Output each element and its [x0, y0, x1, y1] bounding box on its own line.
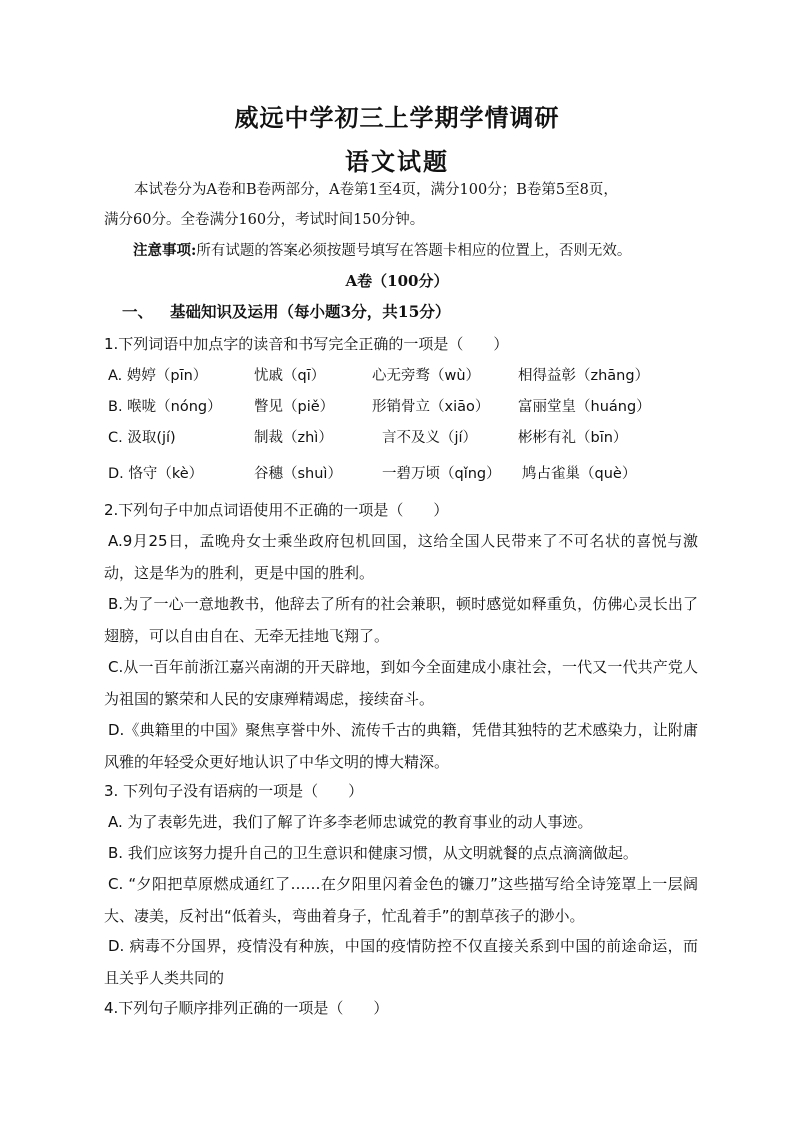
section-1-title: 基础知识及运用（每小题3分，共15分） — [170, 302, 451, 321]
intro-line-1: 本试卷分为A卷和B卷两部分，A卷第1至4页，满分100分；B卷第5至8页， — [134, 182, 618, 198]
question-3-option-c: C. “夕阳把草原燃成通红了……在夕阳里闪着金色的镰刀”这些描写给全诗笼罩上一层阔大、凄美，反衬出“低着头，弯曲着身子，忙乱着手”的割草孩子的渺小。 — [104, 875, 698, 925]
question-2-option-d: D.《典籍里的中国》聚焦享誉中外、流传千古的典籍，凭借其独特的艺术感染力，让附庸风雅的年轻受众更好地认识了中华文明的博大精深。 — [104, 721, 698, 771]
q1-d-1: D. 恪守（kè） — [108, 466, 204, 482]
section-1-heading — [122, 300, 450, 324]
question-1-row-a — [108, 361, 708, 391]
q1-c-3: 言不及义（jí） — [382, 430, 478, 446]
question-1-row-c — [108, 423, 708, 453]
q1-d-4: 鸠占雀巢（què） — [522, 466, 637, 482]
section-1-number: 一、 — [122, 302, 154, 321]
section-a-heading: A卷（100分） — [345, 272, 449, 290]
notice-label: 注意事项: — [133, 242, 197, 259]
q1-b-1: B. 喉咙（nóng） — [108, 399, 222, 415]
question-3-stem: 3. 下列句子没有语病的一项是（ ） — [104, 782, 364, 800]
q1-c-2: 制裁（zhì） — [254, 430, 333, 446]
question-1-row-d — [108, 459, 708, 489]
page-title: 威远中学初三上学期学情调研 — [234, 103, 560, 132]
question-2-option-c: C.从一百年前浙江嘉兴南湖的开天辟地，到如今全面建成小康社会，一代又一代共产党人为祖国的繁荣和人民的安康殚精竭虑，接续奋斗。 — [104, 658, 698, 708]
question-2-option-b: B.为了一心一意地教书，他辞去了所有的社会兼职，顿时感觉如释重负，仿佛心灵长出了翅膀，可以自由自在、无牵无挂地飞翔了。 — [104, 595, 698, 645]
intro-line-2: 满分60分。全卷满分160分，考试时间150分钟。 — [104, 212, 425, 228]
q1-a-2: 忧戚（qī） — [254, 368, 326, 384]
q1-a-3: 心无旁骛（wù） — [372, 368, 481, 384]
q1-b-4: 富丽堂皇（huáng） — [518, 399, 651, 415]
notice — [133, 236, 713, 266]
question-2-option-a: A.9月25日，孟晚舟女士乘坐政府包机回国，这给全国人民带来了不可名状的喜悦与激动，这是华为的胜利，更是中国的胜利。 — [104, 532, 698, 582]
question-3-option-b: B. 我们应该努力提升自己的卫生意识和健康习惯，从文明就餐的点点滴滴做起。 — [108, 844, 638, 862]
q1-b-2: 瞥见（piě） — [254, 399, 335, 415]
q1-b-3: 形销骨立（xiāo） — [372, 399, 490, 415]
q1-a-1: A. 娉婷（pīn） — [108, 368, 208, 384]
question-1-row-b — [108, 392, 708, 422]
page-subtitle: 语文试题 — [345, 147, 449, 176]
q1-c-1: C. 汲取(jí) — [108, 430, 176, 446]
q1-d-3: 一碧万顷（qǐng） — [382, 466, 501, 482]
notice-text: 所有试题的答案必须按题号填写在答题卡相应的位置上，否则无效。 — [196, 243, 632, 259]
question-3-option-d: D. 病毒不分国界，疫情没有种族，中国的疫情防控不仅直接关系到中国的前途命运，而且关乎人类共同的 — [104, 937, 698, 987]
question-1-stem: 1.下列词语中加点字的读音和书写完全正确的一项是（ ） — [104, 335, 509, 353]
question-2-stem: 2.下列句子中加点词语使用不正确的一项是（ ） — [104, 501, 449, 519]
q1-d-2: 谷穗（shuì） — [254, 466, 342, 482]
q1-c-4: 彬彬有礼（bīn） — [518, 430, 628, 446]
question-3-option-a: A. 为了表彰先进，我们了解了许多李老师忠诚党的教育事业的动人事迹。 — [108, 813, 593, 831]
q1-a-4: 相得益彰（zhāng） — [518, 368, 650, 384]
question-4-stem: 4.下列句子顺序排列正确的一项是（ ） — [104, 999, 389, 1017]
